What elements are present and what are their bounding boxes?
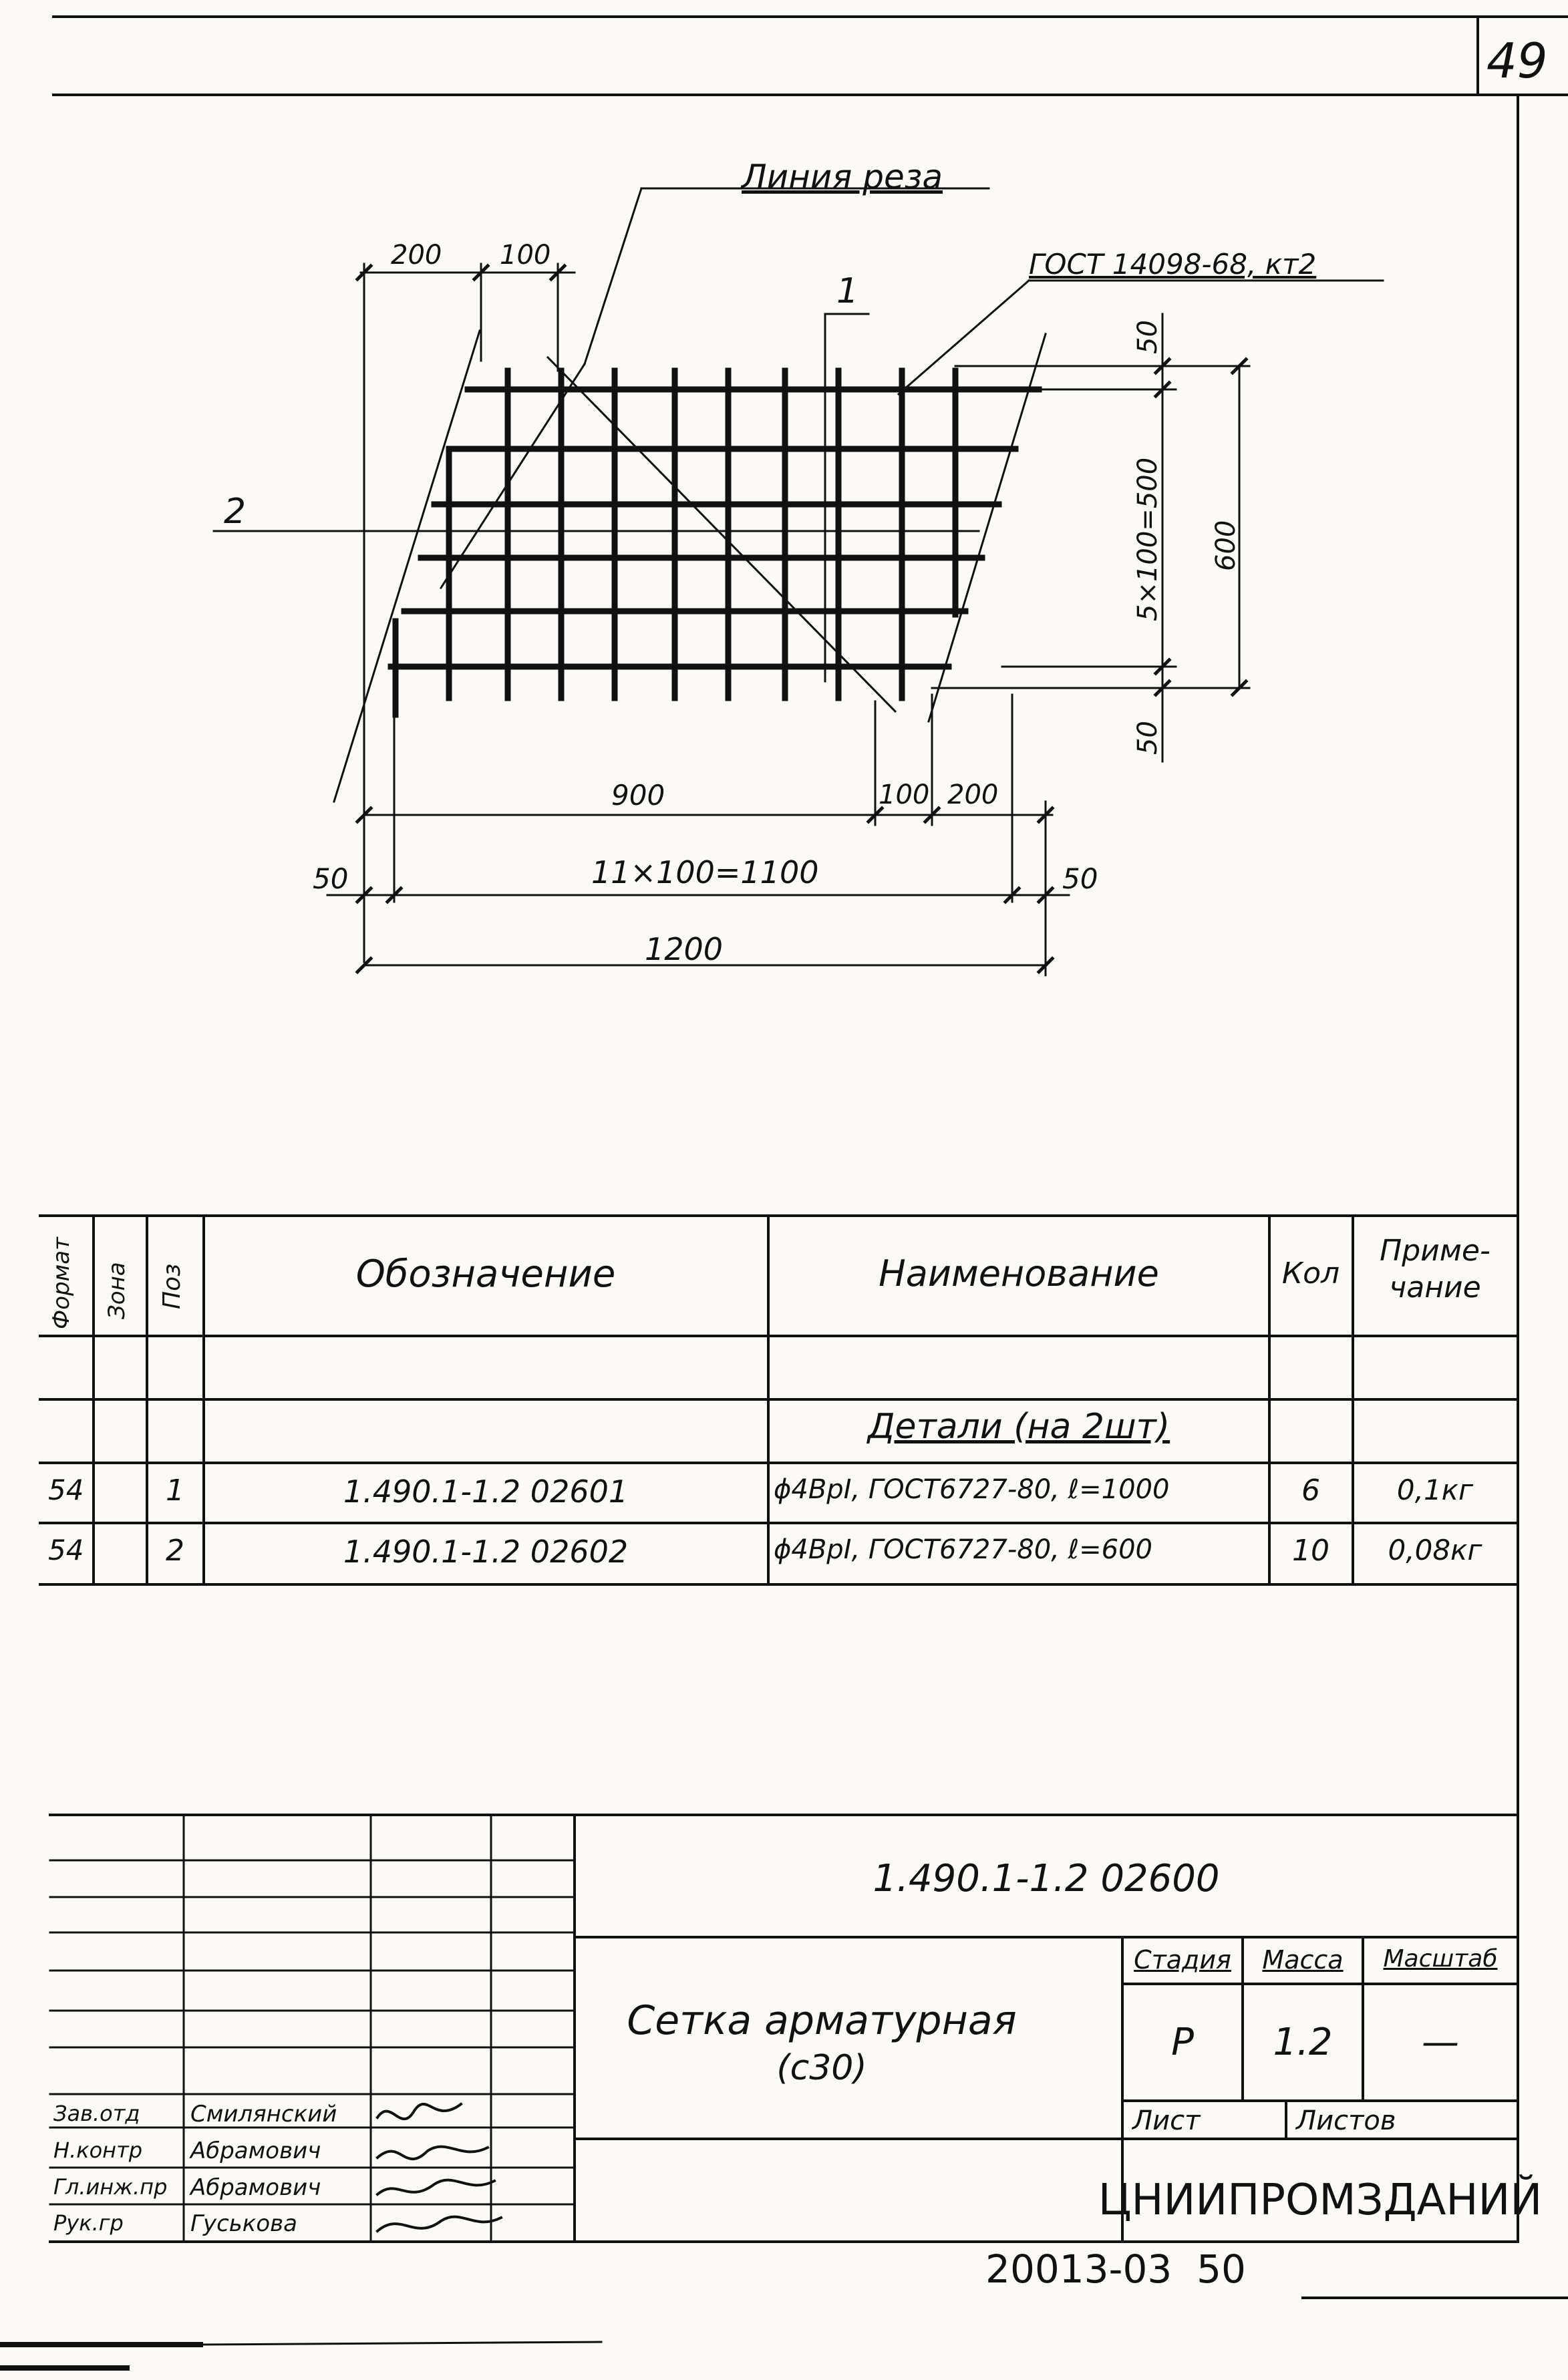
- signature-role-1: Зав.отд: [53, 2101, 140, 2126]
- title-block-stage-value: Р: [1171, 2021, 1194, 2064]
- spec-row-2-note: 0,08кг: [1388, 1534, 1482, 1566]
- dim-right-50: 50: [1062, 862, 1098, 895]
- signature-1: [377, 2104, 461, 2119]
- spec-header-note: Приме- чание: [1380, 1234, 1491, 1305]
- dim-right-50-bottom: 50: [1132, 721, 1163, 755]
- position-2-label: 2: [224, 492, 247, 532]
- spec-row-2-pos: 2: [166, 1534, 184, 1568]
- dim-right-5x100: 5×100=500: [1132, 457, 1163, 621]
- signature-name-1: Смилянский: [190, 2101, 337, 2128]
- spec-row-2-name: ϕ4ВрI, ГОСТ6727-80, ℓ=600: [774, 1534, 1152, 1565]
- spec-row-1-designation: 1.490.1-1.2 02601: [343, 1474, 629, 1510]
- spec-row-1-name: ϕ4ВрI, ГОСТ6727-80, ℓ=1000: [774, 1474, 1170, 1505]
- title-block-scale-label: Масштаб: [1383, 1945, 1498, 1973]
- dim-bottom-900: 900: [611, 779, 665, 812]
- title-block-title-line2: (с30): [776, 2048, 867, 2088]
- spec-row-1-format: 54: [48, 1474, 84, 1506]
- dim-top-200: 200: [391, 240, 442, 271]
- spec-header-zone: Зона: [104, 1262, 130, 1319]
- signature-2: [377, 2147, 488, 2160]
- spec-row-2-format: 54: [48, 1534, 84, 1566]
- title-block-stage-label: Стадия: [1134, 1945, 1231, 1975]
- spec-header-pos: Поз: [158, 1263, 186, 1309]
- cut-line-label: Линия реза: [742, 158, 943, 196]
- title-block-sheet-label: Лист: [1132, 2105, 1201, 2136]
- spec-row-2-designation: 1.490.1-1.2 02602: [343, 1534, 629, 1570]
- dim-top-100: 100: [500, 240, 551, 271]
- dim-left-50: 50: [313, 862, 349, 895]
- spec-row-1-qty: 6: [1301, 1474, 1320, 1508]
- spec-header-name: Наименование: [879, 1252, 1159, 1295]
- dim-bottom-100: 100: [879, 780, 930, 810]
- signature-name-4: Гуськова: [190, 2210, 298, 2237]
- dim-bottom-200: 200: [947, 780, 999, 810]
- dim-right-600: 600: [1211, 520, 1241, 571]
- signature-name-2: Абрамович: [190, 2138, 321, 2164]
- spec-header-designation: Обозначение: [355, 1252, 616, 1296]
- spec-section-title: Детали (на 2шт): [867, 1407, 1170, 1447]
- signature-3: [377, 2180, 494, 2194]
- sheet-number: 49: [1486, 33, 1548, 89]
- signature-role-2: Н.контр: [53, 2138, 143, 2163]
- title-block-mass-label: Масса: [1262, 1945, 1344, 1975]
- signature-name-3: Абрамович: [190, 2174, 321, 2201]
- spec-row-1-note: 0,1кг: [1396, 1474, 1474, 1506]
- title-block-doc-code: 1.490.1-1.2 02600: [873, 1857, 1220, 1900]
- spec-row-2-qty: 10: [1292, 1534, 1329, 1568]
- gost-label: ГОСТ 14098-68, кт2: [1029, 248, 1317, 281]
- spec-header-format: Формат: [48, 1237, 75, 1329]
- signature-role-3: Гл.инж.пр: [53, 2174, 168, 2200]
- spec-row-1-pos: 1: [166, 1474, 184, 1508]
- title-block-sheets-label: Листов: [1296, 2105, 1396, 2136]
- mesh-vertical-bars: [396, 371, 955, 715]
- dim-11x100: 11×100=1100: [591, 854, 819, 890]
- signature-4: [377, 2217, 501, 2231]
- position-1-label: 1: [836, 271, 859, 311]
- bottom-document-code: 20013-03 50: [985, 2246, 1246, 2292]
- signature-role-4: Рук.гр: [53, 2210, 124, 2236]
- title-block-mass-value: 1.2: [1273, 2021, 1333, 2064]
- title-block-scale-value: —: [1422, 2021, 1459, 2064]
- dim-right-50-top: 50: [1132, 320, 1163, 354]
- spec-header-qty: Кол: [1281, 1256, 1340, 1291]
- title-block-organization: ЦНИИПРОМЗДАНИЙ: [1098, 2176, 1543, 2225]
- dim-overall-1200: 1200: [645, 931, 724, 967]
- title-block-title-line1: Сетка арматурная: [627, 1997, 1017, 2044]
